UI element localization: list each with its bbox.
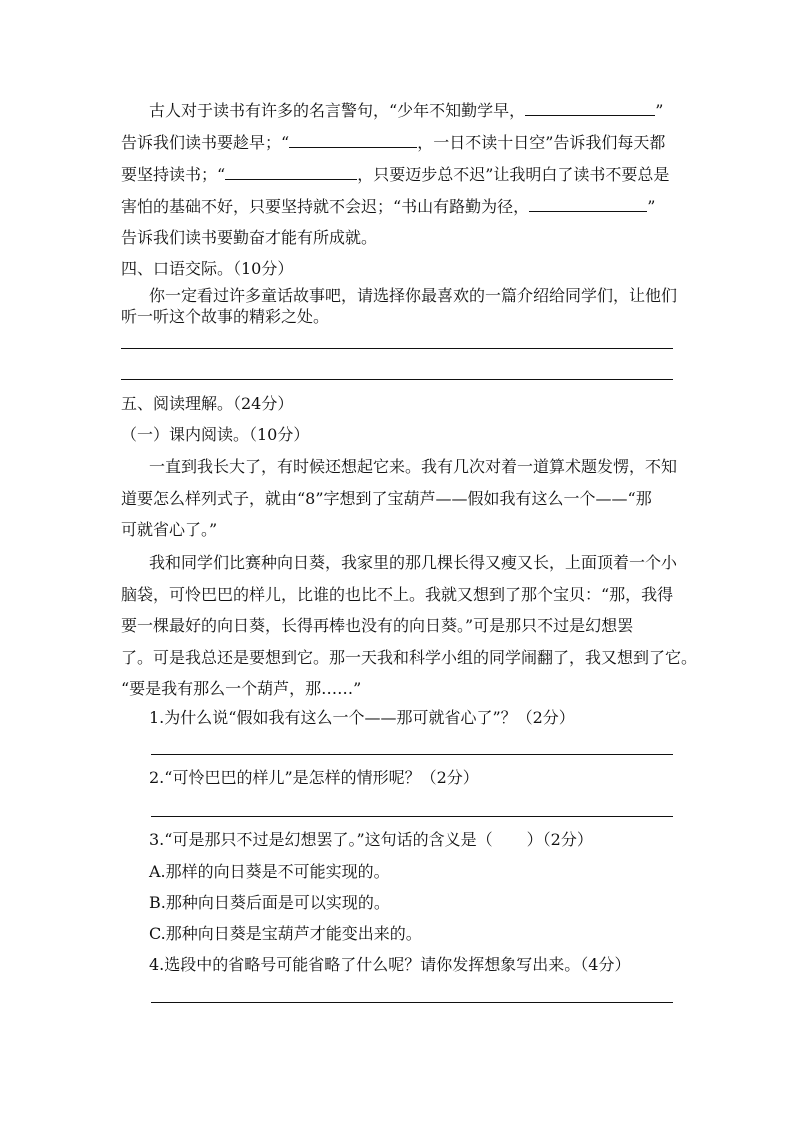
section-5-title: 五、阅读理解。（24分） [121, 394, 294, 413]
option-a: A.那样的向日葵是不可能实现的。 [149, 862, 390, 881]
fill-blank-2[interactable] [289, 133, 417, 148]
quote-line-1-text: 古人对于读书有许多的名言警句，“少年不知勤学早， [149, 101, 526, 120]
question-3 [149, 830, 593, 850]
question-2: 2.“可怜巴巴的样儿”是怎样的情形呢？（2分） [149, 768, 479, 787]
question-1: 1.为什么说“假如我有这么一个——那可就省心了”？（2分） [149, 708, 575, 727]
passage-line: 道要怎么样列式子，就由“8”字想到了宝葫芦——假如我有这么一个——“那 [121, 489, 652, 508]
passage-line: “要是我有那么一个葫芦，那……” [121, 679, 362, 698]
quote-line-1 [149, 101, 663, 121]
passage-line: 了。可是我总还是要想到它。那一天我和科学小组的同学闹翻了，我又想到了它。 [121, 648, 698, 667]
question-3-text: 3.“可是那只不过是幻想罢了。”这句话的含义是（ [149, 830, 493, 849]
question-3-score: ）（2分） [526, 830, 593, 849]
quote-line-5: 告诉我们读书要勤奋才能有所成就。 [121, 228, 378, 247]
section-4-title: 四、口语交际。（10分） [121, 259, 294, 278]
quote-line-2-text-a: 告诉我们读书要趁早；“ [121, 133, 290, 152]
option-b: B.那种向日葵后面是可以实现的。 [149, 893, 390, 912]
quote-line-2 [121, 133, 665, 153]
answer-line[interactable] [151, 816, 673, 817]
fill-blank-1[interactable] [525, 101, 655, 116]
answer-line[interactable] [151, 754, 673, 755]
quote-line-1-end: ” [655, 101, 664, 120]
answer-line[interactable] [151, 1002, 673, 1003]
quote-line-4-text-a: 害怕的基础不好，只要坚持就不会迟；“书山有路勤为径， [121, 197, 530, 216]
option-c: C.那种向日葵是宝葫芦才能变出来的。 [149, 924, 422, 943]
passage-line: 我和同学们比赛种向日葵，我家里的那几棵长得又瘦又长，上面顶着一个小 [149, 553, 678, 572]
quote-line-4 [121, 197, 655, 217]
answer-line[interactable] [121, 348, 673, 349]
quote-line-3-text-a: 要坚持读书；“ [121, 165, 226, 184]
fill-blank-3[interactable] [225, 165, 357, 180]
section-4-prompt-line-1: 你一定看过许多童话故事吧，请选择你最喜欢的一篇介绍给同学们，让他们 [149, 286, 678, 305]
passage-line: 可就省心了。” [121, 520, 218, 539]
passage-line: 脑袋，可怜巴巴的样儿，比谁的也比不上。我就又想到了那个宝贝：“那，我得 [121, 585, 674, 604]
section-4-prompt-line-2: 听一听这个故事的精彩之处。 [121, 307, 330, 326]
answer-line[interactable] [121, 379, 673, 380]
passage-line: 要一棵最好的向日葵，长得再棒也没有的向日葵。”可是那只不过是幻想罢 [121, 616, 634, 635]
fill-blank-4[interactable] [529, 197, 647, 212]
quote-line-2-text-b: ，一日不读十日空”告诉我们每天都 [417, 133, 666, 152]
question-4: 4.选段中的省略号可能省略了什么呢？请你发挥想象写出来。（4分） [149, 955, 631, 974]
quote-line-4-end: ” [647, 197, 656, 216]
passage-line: 一直到我长大了，有时候还想起它来。我有几次对着一道算术题发愣，不知 [149, 457, 678, 476]
quote-line-3-text-b: ，只要迈步总不迟”让我明白了读书不要总是 [357, 165, 670, 184]
quote-line-3 [121, 165, 669, 185]
section-5-subtitle: （一）课内阅读。（10分） [121, 425, 310, 444]
